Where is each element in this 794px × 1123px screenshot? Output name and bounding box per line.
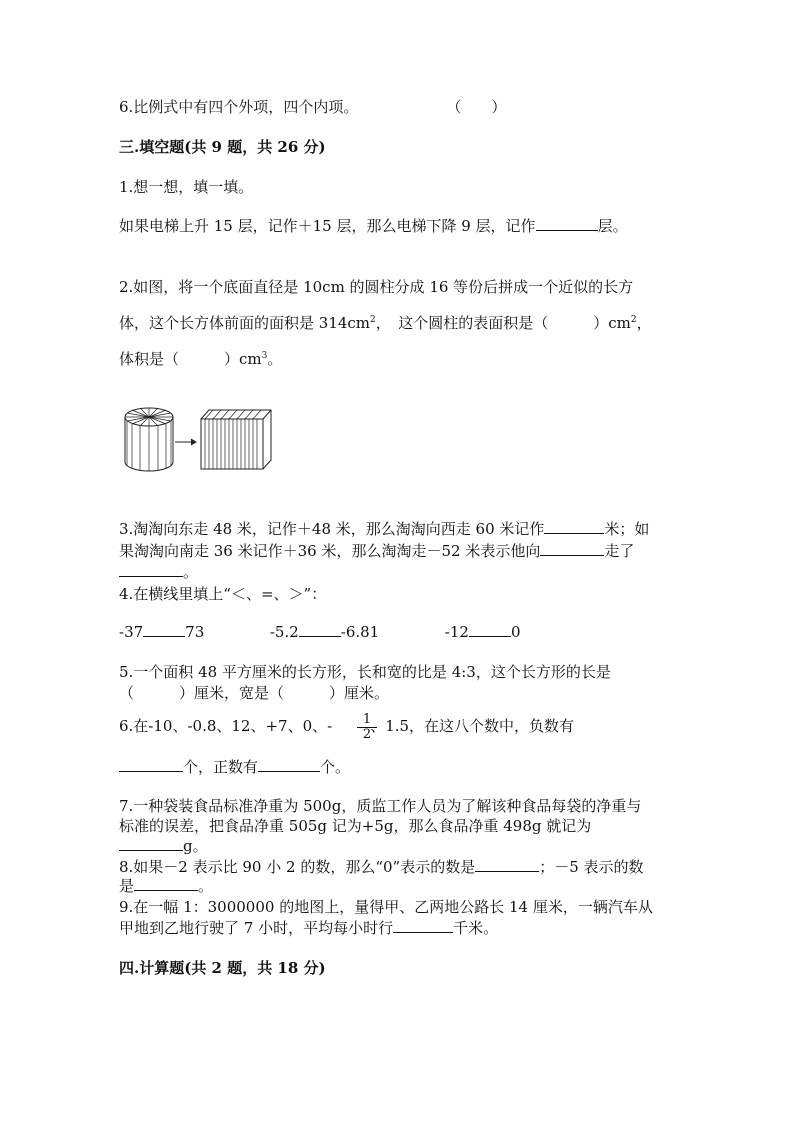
answer-paren[interactable]: （ ） [446,98,507,116]
q9-blank[interactable] [393,918,453,933]
q3-blank-3[interactable] [119,562,183,577]
q2-line3: 体积是（ ）$cm^3$。 [119,350,283,368]
q7-line1: 7.一种袋装食品标准净重为 500g，质监工作人员为了解该种食品每袋的净重与 [119,797,642,815]
cuboid-front [201,419,263,469]
q7-line3: g。 [119,836,208,856]
q3-blank-1[interactable] [544,519,604,534]
q7-line2: 标准的误差，把食品净重 505g 记为+5g，那么食品净重 498g 就记为 [119,817,592,835]
q7-blank[interactable] [119,836,183,851]
fraction-one-half: $\frac{1}{2}$ [357,713,377,742]
q1-blank[interactable] [536,216,598,231]
q4-blank-c[interactable] [469,622,511,637]
q6-line2: 个，正数有 个。 [119,757,350,777]
q2-line1: 2.如图，将一个底面直径是 10cm 的圆柱分成 16 等份后拼成一个近似的长方 [119,278,634,296]
question-6-statement: 6.比例式中有四个外项，四个内项。 （ ） [119,98,507,116]
q4-comparisons: -37 73 -5.2 -6.81 -12 0 [119,623,521,641]
q8-blank-2[interactable] [134,876,198,891]
q9-line2: 甲地到乙地行驶了 7 小时，平均每小时行 千米。 [119,919,499,937]
q4-title: 4.在横线里填上“＜、=、＞”： [119,585,327,603]
q6-line1: 6.在-10、-0.8、12、+7、0、- 、1.5，在这八个数中，负数有 [119,717,575,735]
q3-blank-2[interactable] [540,541,604,556]
q3-line3: 。 [119,562,198,582]
section-4-title: 四.计算题(共 2 题，共 18 分) [119,959,326,977]
q5-line2: （ ）厘米，宽是（ ）厘米。 [119,684,390,702]
q6-blank-2[interactable] [258,757,320,772]
cylinder-to-cuboid-figure [117,404,277,474]
q8-line1: 8.如果－2 表示比 90 小 2 的数，那么“0”表示的数是 ；－5 表示的数 [119,858,644,876]
q4-blank-a[interactable] [143,622,185,637]
q4-blank-b[interactable] [299,622,341,637]
q8-blank-1[interactable] [475,857,539,872]
q3-line2: 果淘淘向南走 36 米记作＋36 米，那么淘淘走－52 米表示他向 走了 [119,542,635,560]
q2-line2: 体，这个长方体前面的面积是 $314cm^2$， 这个圆柱的表面积是（ ）$cm^2$， [119,314,652,332]
q5-line1: 5.一个面积 48 平方厘米的长方形，长和宽的比是 4:3，这个长方形的长是 [119,663,611,681]
section-3-title: 三.填空题(共 9 题，共 26 分) [119,138,326,156]
q8-line2: 是 。 [119,877,214,895]
q6-blank-1[interactable] [119,757,183,772]
q3-line1: 3.淘淘向东走 48 米，记作＋48 米，那么淘淘向西走 60 米记作 米；如 [119,520,650,538]
q9-line1: 9.在一幅 1：3000000 的地图上，量得甲、乙两地公路长 14 厘米，一辆汽车从 [119,898,653,916]
q1-title: 1.想一想，填一填。 [119,178,254,196]
q1-body: 如果电梯上升 15 层，记作＋15 层，那么电梯下降 9 层，记作 层。 [119,217,628,235]
